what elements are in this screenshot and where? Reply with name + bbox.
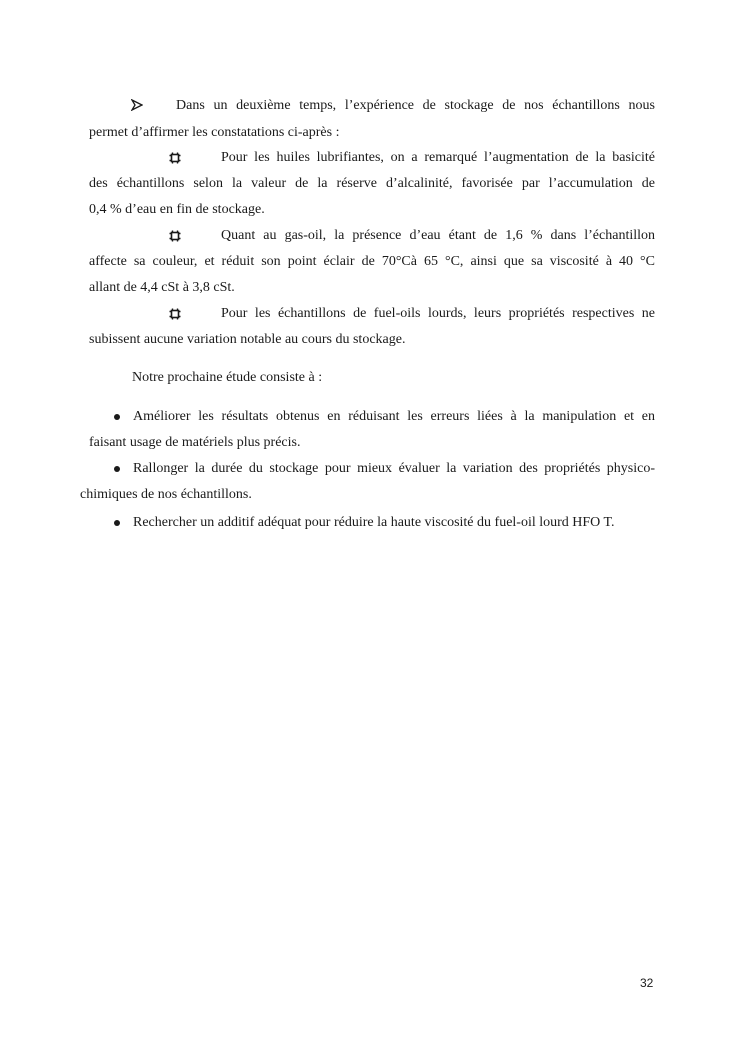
square-bullet-icon [169, 305, 181, 323]
paragraph-line: Pour les huiles lubrifiantes, on a remarqué l’augmentation de la basicité [221, 150, 655, 165]
paragraph-line: 0,4 % d’eau en fin de stockage. [89, 202, 265, 217]
square-bullet-icon [169, 227, 181, 245]
paragraph-line: Améliorer les résultats obtenus en réduisant les erreurs liées à la manipulation et en [133, 409, 655, 424]
paragraph-line: affecte sa couleur, et réduit son point éclair de 70°Cà 65 °C, ainsi que sa viscosité à 40 °C [89, 254, 655, 269]
paragraph-line: Rallonger la durée du stockage pour mieux évaluer la variation des propriétés physico- [133, 461, 655, 476]
square-bullet-icon [169, 149, 181, 167]
paragraph-line: subissent aucune variation notable au cours du stockage. [89, 332, 406, 347]
paragraph-line: allant de 4,4 cSt à 3,8 cSt. [89, 280, 235, 295]
round-bullet-icon [114, 520, 120, 526]
paragraph-line: Rechercher un additif adéquat pour réduire la haute viscosité du fuel-oil lourd HFO T. [133, 515, 615, 530]
next-study-heading: Notre prochaine étude consiste à : [132, 370, 323, 385]
paragraph-line: permet d’affirmer les constatations ci-après : [89, 125, 340, 140]
page-number: 32 [640, 976, 654, 990]
arrowhead-bullet-icon [131, 96, 143, 114]
paragraph-line: des échantillons selon la valeur de la réserve d’alcalinité, favorisée par l’accumulation de [89, 176, 655, 191]
paragraph-line: chimiques de nos échantillons. [80, 487, 252, 502]
round-bullet-icon [114, 414, 120, 420]
paragraph-line: Pour les échantillons de fuel-oils lourds, leurs propriétés respectives ne [221, 306, 655, 321]
paragraph-line: Dans un deuxième temps, l’expérience de stockage de nos échantillons nous [176, 98, 655, 113]
round-bullet-icon [114, 466, 120, 472]
paragraph-line: faisant usage de matériels plus précis. [89, 435, 301, 450]
paragraph-line: Quant au gas-oil, la présence d’eau étant de 1,6 % dans l’échantillon [221, 228, 655, 243]
